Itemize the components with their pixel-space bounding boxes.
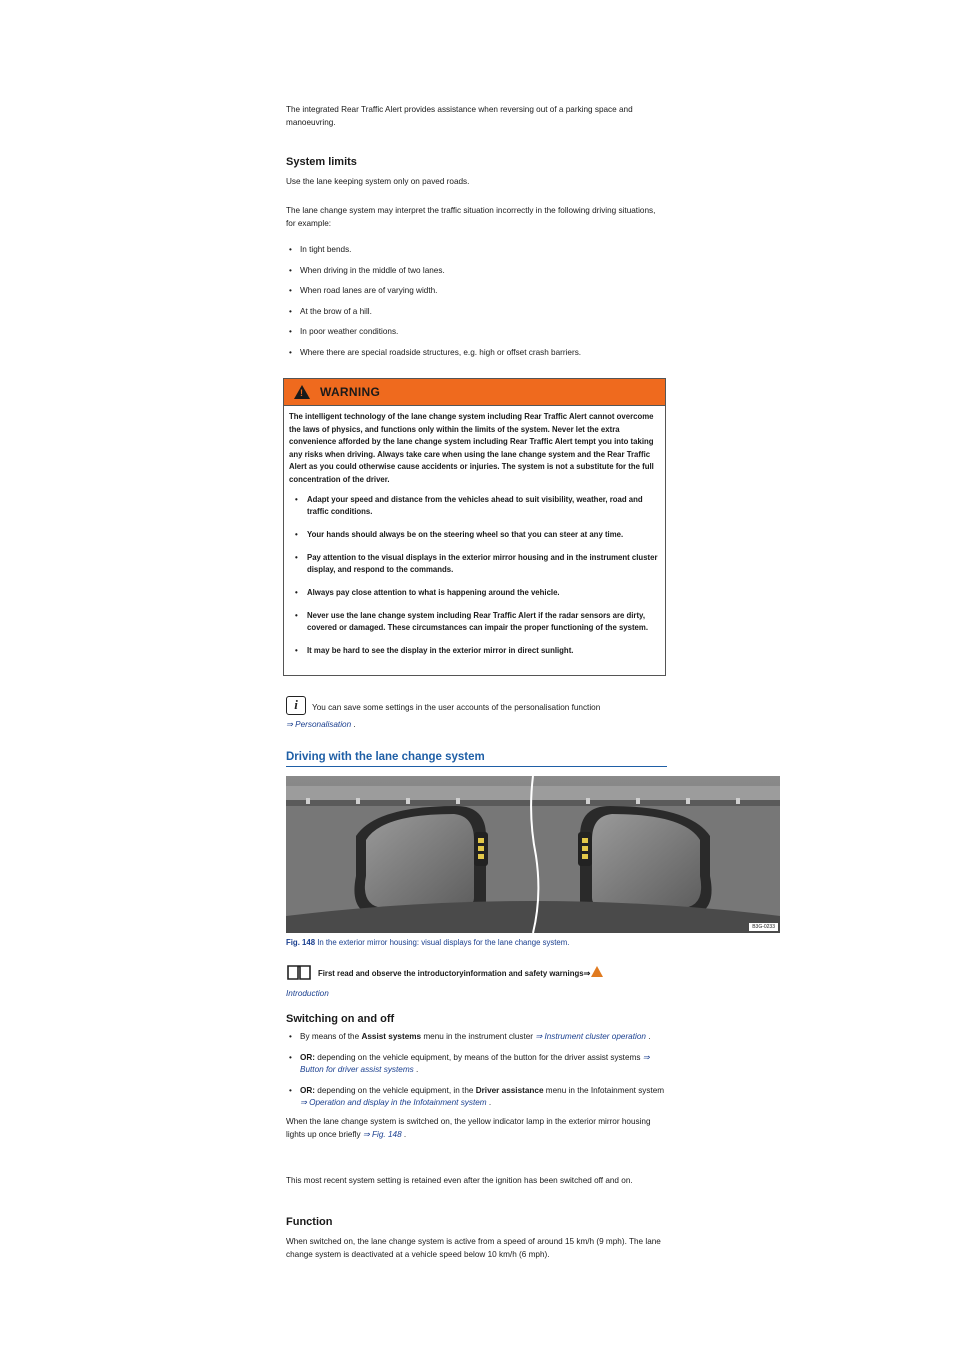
switching-p2: This most recent system setting is retained even after the ignition has been switched off and on. xyxy=(286,1176,633,1185)
switching-section xyxy=(286,1013,668,1141)
section-title: Driving with the lane change system xyxy=(286,750,667,767)
introduction-link-wrap xyxy=(286,983,668,1001)
item-text: . xyxy=(645,1032,651,1041)
item-bold: OR: xyxy=(300,1086,316,1095)
note-paragraph xyxy=(286,701,666,714)
first-read-notice xyxy=(286,966,686,982)
switching-list xyxy=(286,1031,668,1109)
note-suffix: . xyxy=(351,720,356,729)
mirror-illustration xyxy=(286,776,780,933)
note xyxy=(286,701,666,731)
note-text: You can save some settings in the user accounts of the personalisation function xyxy=(312,703,601,712)
item-text: menu in the Infotainment system xyxy=(543,1086,665,1095)
figure-number: Fig. 148 xyxy=(286,938,316,947)
item-bold: OR: xyxy=(300,1053,316,1062)
switching-heading: Switching on and off xyxy=(286,1013,395,1025)
figure-id: B3G-0233 xyxy=(749,923,778,931)
list-item: • Where there are special roadside structures, e.g. high or offset crash barriers. xyxy=(286,347,668,359)
function-p1: When switched on, the lane change system is active from a speed of around 15 km/h (9 mph). The lane change system is deactivated at a vehicle speed below 10 km/h (6 mph). xyxy=(286,1237,661,1259)
figure-caption-text: In the exterior mirror housing: visual displays for the lane change system. xyxy=(315,938,570,947)
list-item xyxy=(286,1052,668,1076)
switching-p1 xyxy=(286,1115,668,1141)
list-item xyxy=(286,1085,668,1109)
system-limits-p2-wrap xyxy=(286,204,666,230)
intro-text: The integrated Rear Traffic Alert provides assistance when reversing out of a parking space and manoeuvring. xyxy=(286,105,633,127)
warning-list xyxy=(289,494,660,658)
system-limits-list-wrap xyxy=(286,244,668,367)
item-bold: Assist systems xyxy=(361,1032,422,1041)
system-limits-list xyxy=(286,244,668,359)
item-text: depending on the vehicle equipment, by means of the button for the driver assist systems xyxy=(315,1053,643,1062)
warning-title: WARNING xyxy=(320,385,381,399)
switching-p1-suffix: . xyxy=(401,1130,407,1139)
system-limits-section xyxy=(286,156,668,188)
intro-paragraph xyxy=(286,103,668,129)
system-limits-p2: The lane change system may interpret the traffic situation incorrectly in the following driving situations, for example: xyxy=(286,206,656,228)
personalisation-link[interactable]: ⇒ Personalisation xyxy=(286,720,352,729)
warning-text: The intelligent technology of the lane change system including Rear Traffic Alert cannot overcome the laws of physics, and functions only within the limits of the system. Never let the extra convenience afforded by the lane change system including Rear Traffic Alert tempt you into taking any risks when driving. Always take care when using the lane change system and the Rear Traffic Alert as you could otherwise cause accidents or injuries. The system is not a substitute for the full concentration of the driver. xyxy=(289,412,654,484)
warning-item: • Your hands should always be on the steering wheel so that you can steer at any time. xyxy=(289,529,660,541)
warning-item: • Always pay close attention to what is happening around the vehicle. xyxy=(289,587,660,599)
item-bold: Driver assistance xyxy=(475,1086,544,1095)
item-text: . xyxy=(413,1065,419,1074)
warning-triangle-icon xyxy=(591,966,603,977)
list-item: • When driving in the middle of two lanes. xyxy=(286,265,668,277)
warning-item: • It may be hard to see the display in the exterior mirror in direct sunlight. xyxy=(289,645,660,657)
item-text: . xyxy=(486,1098,492,1107)
figure-caption xyxy=(286,937,780,948)
item-text: menu in the instrument cluster xyxy=(421,1032,536,1041)
warning-box xyxy=(283,378,666,676)
first-read-arrow: ⇒ xyxy=(583,969,591,978)
note-link-line xyxy=(286,718,666,731)
infotainment-link[interactable]: ⇒ Operation and display in the Infotainment system xyxy=(300,1098,487,1107)
list-item: • At the brow of a hill. xyxy=(286,306,668,318)
list-item xyxy=(286,1031,668,1043)
instrument-cluster-link[interactable]: ⇒ Instrument cluster operation xyxy=(535,1032,646,1041)
first-read-text: First read and observe the introductoryinformation and safety warnings xyxy=(318,969,584,978)
item-text: depending on the vehicle equipment, in the xyxy=(315,1086,476,1095)
list-item: • In poor weather conditions. xyxy=(286,326,668,338)
warning-header xyxy=(284,379,665,406)
item-text: By means of the xyxy=(300,1032,362,1041)
list-item: • In tight bends. xyxy=(286,244,668,256)
system-limits-p1: Use the lane keeping system only on paved roads. xyxy=(286,177,470,186)
warning-triangle-icon: ! xyxy=(294,385,310,399)
warning-item: • Adapt your speed and distance from the vehicles ahead to suit visibility, weather, road and traffic conditions. xyxy=(289,494,660,519)
info-icon: i xyxy=(286,696,306,715)
function-section xyxy=(286,1216,668,1261)
warning-body xyxy=(284,406,665,658)
mirror-figure xyxy=(286,776,780,933)
fig-148-link[interactable]: ⇒ Fig. 148 xyxy=(362,1130,402,1139)
list-item: • When road lanes are of varying width. xyxy=(286,285,668,297)
warning-item: • Pay attention to the visual displays in the exterior mirror housing and in the instrument cluster display, and respond to the commands. xyxy=(289,552,660,577)
warning-item: • Never use the lane change system including Rear Traffic Alert if the radar sensors are dirty, covered or damaged. These circumstances can impair the proper functioning of the system. xyxy=(289,610,660,635)
introduction-link[interactable]: Introduction xyxy=(286,989,329,998)
switching-p2-wrap xyxy=(286,1174,668,1187)
function-heading: Function xyxy=(286,1216,333,1228)
system-limits-heading: System limits xyxy=(286,156,357,168)
driver-assist-button-link[interactable]: ⇒ Button for driver assist systems xyxy=(300,1053,650,1074)
switching-p1-text: When the lane change system is switched on, the yellow indicator lamp in the exterior mirror housing lights up once briefly xyxy=(286,1117,651,1139)
